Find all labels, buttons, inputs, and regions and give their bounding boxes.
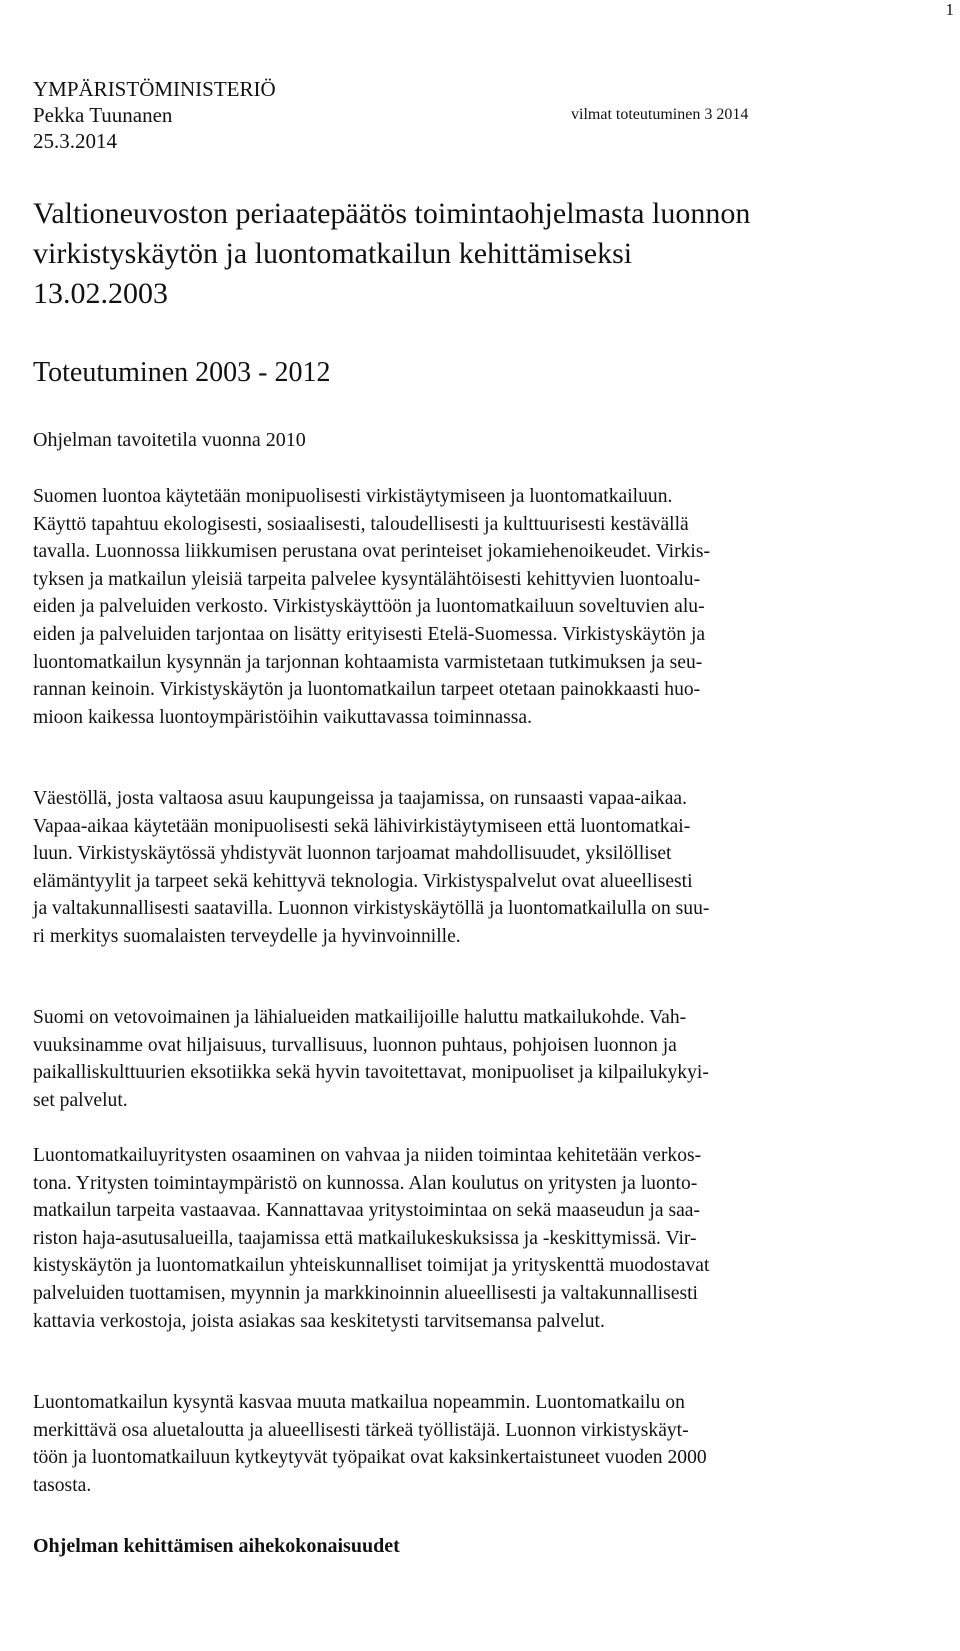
paragraph-line: töön ja luontomatkailuun kytkeytyvät työpaikat ovat kaksinkertaistuneet vuoden 2000 <box>33 1447 707 1469</box>
target-state-heading: Ohjelman tavoitetila vuonna 2010 <box>33 429 306 451</box>
document-header <box>33 76 933 154</box>
paragraph-line: elämäntyylit ja tarpeet sekä kehittyvä teknologia. Virkistyspalvelut ovat alueellisesti <box>33 870 693 892</box>
document-date: 25.3.2014 <box>33 129 117 153</box>
paragraph-line: luontomatkailun kysynnän ja tarjonnan kohtaamista varmistetaan tutkimuksen ja seu- <box>33 651 703 673</box>
paragraph-target-state <box>33 483 923 731</box>
paragraph-line: palveluiden tuottamisen, myynnin ja markkinoinnin alueellisesti ja valtakunnallisesti <box>33 1282 698 1304</box>
paragraph-line: luun. Virkistyskäytössä yhdistyvät luonnon tarjoamat mahdollisuudet, yksilölliset <box>33 843 672 865</box>
paragraph-line: Käyttö tapahtuu ekologisesti, sosiaalisesti, taloudellisesti ja kulttuurisesti kestävällä <box>33 513 689 535</box>
ministry-name: YMPÄRISTÖMINISTERIÖ <box>33 77 276 101</box>
paragraph-line: matkailun tarpeita vastaavaa. Kannattavaa yritystoimintaa on sekä maaseudun ja saa- <box>33 1200 701 1222</box>
paragraph-line: ri merkitys suomalaisten terveydelle ja hyvinvoinnille. <box>33 925 461 947</box>
paragraph-line: eiden ja palveluiden verkosto. Virkistyskäyttöön ja luontomatkailuun soveltuvien alu- <box>33 596 705 618</box>
paragraph-line: tavalla. Luonnossa liikkumisen perustana ovat perinteiset jokamiehenoikeudet. Virkis- <box>33 541 710 563</box>
paragraph-line: Vapaa-aikaa käytetään monipuolisesti sekä lähivirkistäytymiseen että luontomatkai- <box>33 815 691 837</box>
paragraph-line: merkittävä osa aluetaloutta ja alueellisesti tärkeä työllistäjä. Luonnon virkistyskäyt- <box>33 1419 689 1441</box>
paragraph-line: mioon kaikessa luontoympäristöihin vaikuttavassa toiminnassa. <box>33 706 533 728</box>
paragraph-line: riston haja-asutusalueilla, taajamissa että matkailukeskuksissa ja -keskittymissä. Vir- <box>33 1227 697 1249</box>
paragraph-line: paikalliskulttuurien eksotiikka sekä hyvin tavoitettavat, monipuoliset ja kilpailukykyi- <box>33 1062 709 1084</box>
paragraph-line: kattavia verkostoja, joista asiakas saa keskitetysti tarvitsemansa palvelut. <box>33 1310 605 1332</box>
paragraph-line: Suomen luontoa käytetään monipuolisesti virkistäytymiseen ja luontomatkailuun. <box>33 486 673 507</box>
paragraph-line: set palvelut. <box>33 1089 128 1111</box>
development-topics-heading: Ohjelman kehittämisen aihekokonaisuudet <box>33 1535 400 1557</box>
paragraph-line: kistyskäytön ja luontomatkailun yhteiskunnalliset toimijat ja yrityskenttä muodostavat <box>33 1255 710 1277</box>
paragraph-line: Luontomatkailun kysyntä kasvaa muuta matkailua nopeammin. Luontomatkailu on <box>33 1392 685 1413</box>
title-line: 13.02.2003 <box>33 277 168 310</box>
title-line: Valtioneuvoston periaatepäätös toimintaohjelmasta luonnon <box>33 197 751 230</box>
paragraph-line: rannan keinoin. Virkistyskäytön ja luontomatkailun tarpeet otetaan painokkaasti huo- <box>33 679 701 701</box>
page-number: 1 <box>945 0 954 19</box>
paragraph-attraction <box>33 1004 923 1114</box>
version-note: vilmat toteutuminen 3 2014 <box>571 106 749 123</box>
document-subtitle: Toteutuminen 2003 - 2012 <box>33 357 331 388</box>
paragraph-demand <box>33 1389 923 1499</box>
paragraph-line: tyksen ja matkailun yleisiä tarpeita palvelee kysyntälähtöisesti kehittyvien luontoalu- <box>33 568 701 590</box>
document-title <box>33 194 933 314</box>
paragraph-line: eiden ja palveluiden tarjontaa on lisätty erityisesti Etelä-Suomessa. Virkistyskäytön ja <box>33 623 706 645</box>
author-name: Pekka Tuunanen <box>33 103 173 127</box>
paragraph-line: Väestöllä, josta valtaosa asuu kaupungeissa ja taajamissa, on runsaasti vapaa-aikaa. <box>33 788 687 809</box>
paragraph-line: tona. Yritysten toimintaympäristö on kunnossa. Alan koulutus on yritysten ja luonto- <box>33 1172 698 1194</box>
author-row <box>33 102 933 128</box>
title-line: virkistyskäytön ja luontomatkailun kehittämiseksi <box>33 237 633 270</box>
paragraph-businesses <box>33 1142 923 1335</box>
paragraph-line: ja valtakunnallisesti saatavilla. Luonnon virkistyskäytöllä ja luontomatkailulla on suu- <box>33 898 710 920</box>
paragraph-line: vuuksinamme ovat hiljaisuus, turvallisuus, luonnon puhtaus, pohjoisen luonnon ja <box>33 1034 677 1056</box>
paragraph-line: tasosta. <box>33 1474 92 1496</box>
paragraph-line: Luontomatkailuyritysten osaaminen on vahvaa ja niiden toimintaa kehitetään verkos- <box>33 1145 702 1166</box>
paragraph-line: Suomi on vetovoimainen ja lähialueiden matkailijoille haluttu matkailukohde. Vah- <box>33 1007 687 1028</box>
paragraph-population <box>33 785 923 951</box>
